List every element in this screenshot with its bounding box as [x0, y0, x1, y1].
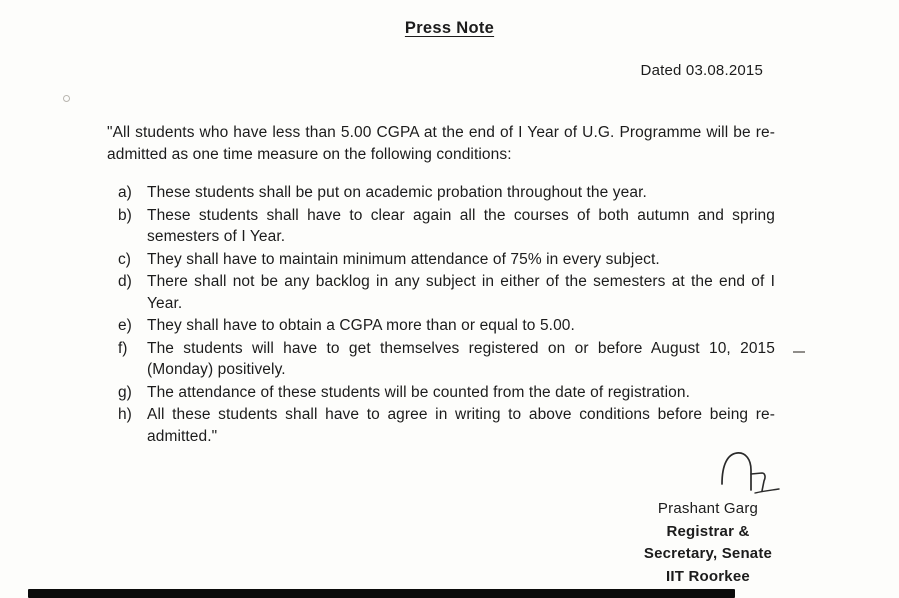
scan-speckle	[63, 95, 70, 102]
condition-item-e	[118, 315, 775, 337]
condition-item-a	[118, 182, 775, 204]
signatory-designation-2: Secretary, Senate	[643, 545, 773, 562]
signatory-name: Prashant Garg	[657, 500, 759, 517]
condition-text: These students shall have to clear again all the courses of both autumn and spring semesters of I Year.	[147, 206, 775, 245]
condition-item-d	[118, 271, 775, 314]
condition-item-h	[118, 404, 775, 447]
date-line: Dated 03.08.2015	[640, 62, 763, 79]
condition-item-f	[118, 338, 775, 381]
scan-artifact-bar	[28, 589, 735, 598]
scan-artifact-dash	[793, 351, 805, 353]
condition-item-c	[118, 249, 775, 271]
conditions-list	[0, 182, 775, 447]
condition-label: e)	[118, 317, 132, 334]
condition-label: b)	[118, 206, 132, 224]
signatory-designation-3: IIT Roorkee	[666, 567, 750, 585]
condition-item-g	[118, 382, 775, 404]
signature-image	[715, 448, 781, 496]
condition-text: They shall have to maintain minimum attendance of 75% in every subject.	[147, 250, 660, 268]
condition-text: There shall not be any backlog in any subject in either of the semesters at the end of I Year.	[147, 273, 775, 312]
condition-item-b	[118, 205, 775, 248]
condition-text: These students shall be put on academic probation throughout the year.	[147, 184, 647, 201]
document-title: Press Note	[404, 19, 495, 37]
intro-paragraph: "All students who have less than 5.00 CGPA at the end of I Year of U.G. Programme will be re-admitted as one time measure on the following conditions:	[107, 124, 775, 163]
signatory-designation-1: Registrar &	[666, 522, 750, 540]
condition-label: g)	[118, 383, 132, 401]
signature-block	[613, 448, 803, 588]
condition-label: c)	[118, 250, 131, 268]
condition-label: d)	[118, 273, 132, 290]
condition-text: They shall have to obtain a CGPA more than or equal to 5.00.	[147, 317, 575, 334]
condition-label: h)	[118, 406, 132, 423]
condition-text: The students will have to get themselves registered on or before August 10, 2015 (Monday) positively.	[147, 339, 775, 378]
condition-text: The attendance of these students will be counted from the date of registration.	[147, 383, 690, 401]
condition-label: a)	[118, 184, 132, 201]
condition-label: f)	[118, 339, 128, 357]
condition-text: All these students shall have to agree in writing to above conditions before being re-admitted."	[147, 406, 775, 445]
